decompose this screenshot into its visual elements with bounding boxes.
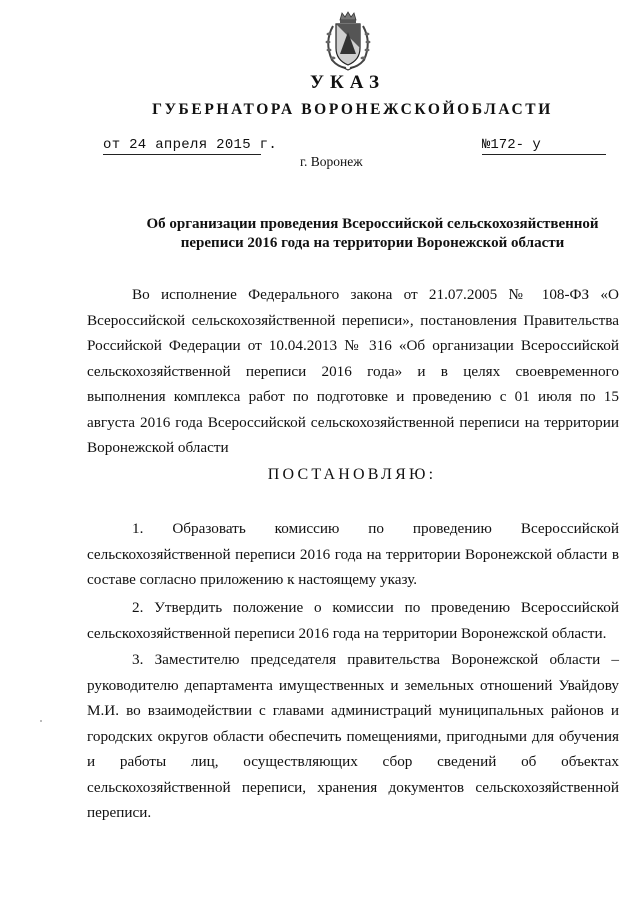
date-underline: [103, 154, 261, 155]
decree-item-2: 2. Утвердить положение о комиссии по проведению Всероссийской сельскохозяйственной переписи 2016 года на территории Воронежской области.: [87, 599, 619, 642]
document-date: от 24 апреля 2015 г.: [103, 137, 278, 153]
decree-item-1: 1. Образовать комиссию по проведению Всероссийской сельскохозяйственной переписи 2016 года на территории Воронежской области в составе согласно приложению к настоящему указу.: [87, 520, 619, 588]
subject-line-1: Об организации проведения Всероссийской сельскохозяйственной: [146, 216, 599, 232]
number-underline: [482, 154, 606, 155]
document-subtitle: ГУБЕРНАТОРА ВОРОНЕЖСКОЙОБЛАСТИ: [152, 101, 553, 118]
decree-item-3: 3. Заместителю председателя правительства Воронежской области – руководителю департамента имущественных и земельных отношений Увайдову М.И. во взаимодействии с главами администраций муниципальных районов и городских округов области обеспечить помещениями, пригодными для обучения и работы лиц, осуществляющих сбор сведений об объектах сельскохозяйственной переписи, хранения документов сельскохозяйственной переписи.: [87, 651, 619, 821]
scan-mark: [40, 720, 42, 722]
document-city: г. Воронеж: [300, 154, 363, 169]
document-title: УКАЗ: [310, 72, 385, 93]
document-number: №172- у: [482, 137, 541, 153]
subject-line-2: переписи 2016 года на территории Воронежской области: [180, 235, 565, 251]
intro-paragraph: [87, 282, 619, 461]
intro-text: Во исполнение Федерального закона от 21.07.2005 № 108-ФЗ «О Всероссийской сельскохозяйственной переписи», постановления Правительства Российской Федерации от 10.04.2013 № 316 «Об организации Всероссийской сельскохозяйственной переписи 2016 года» и в целях своевременного выполнения комплекса работ по подготовке и проведению с 01 июля по 15 августа 2016 года Всероссийской сельскохозяйственной переписи на территории Воронежской области: [87, 286, 619, 456]
decree-heading: ПОСТАНОВЛЯЮ:: [267, 466, 437, 483]
document-subject: [100, 215, 640, 253]
coat-of-arms-icon: [318, 10, 378, 72]
